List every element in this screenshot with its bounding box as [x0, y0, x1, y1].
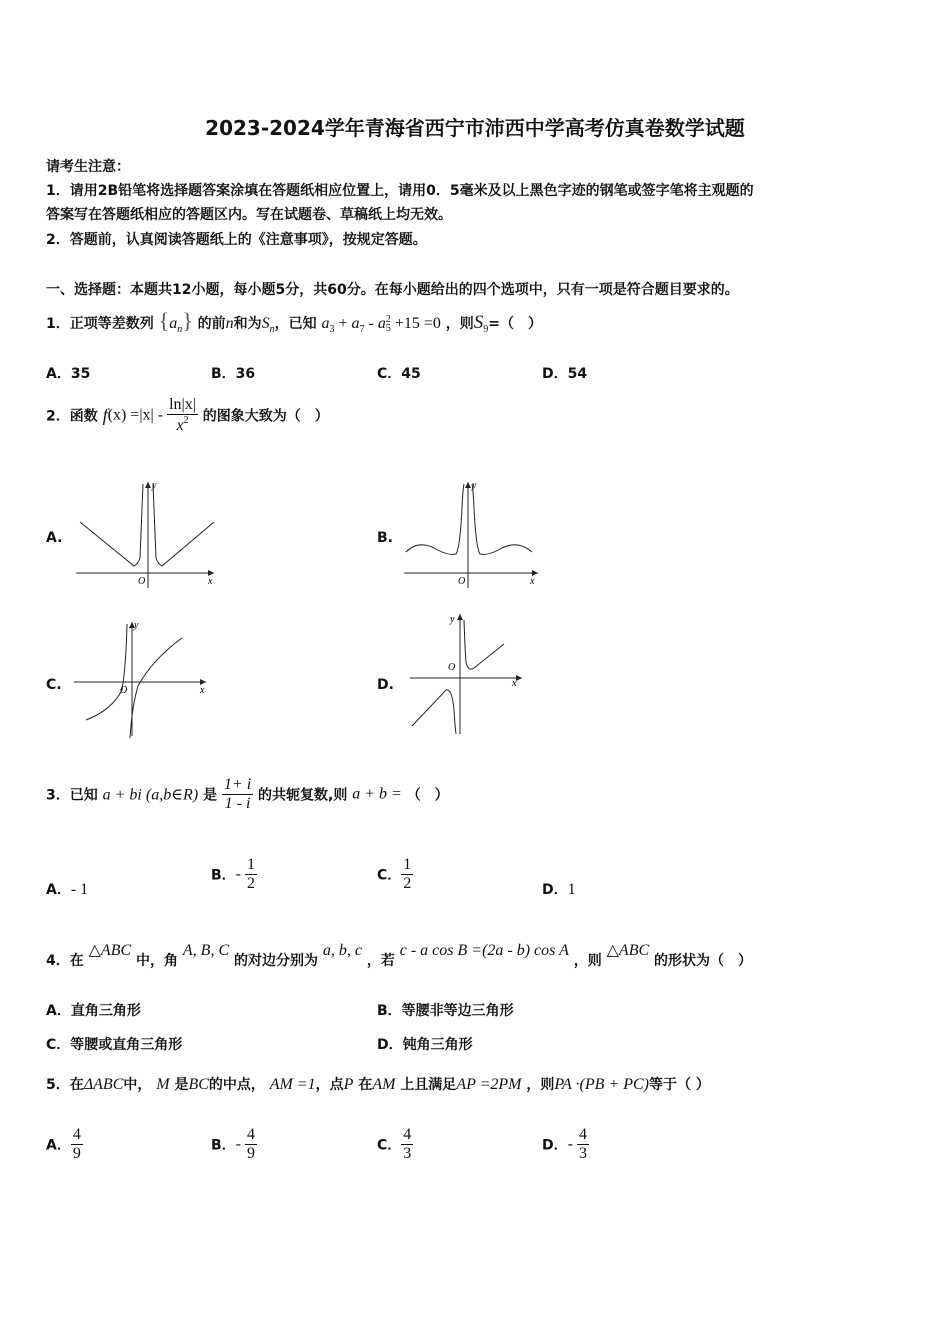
q1-text-1: 1．正项等差数列 — [46, 316, 154, 332]
q5-dot-product: PA ·(PB + PC) — [554, 1076, 649, 1093]
option-fraction — [71, 1126, 83, 1163]
axis-origin-label: O — [138, 576, 146, 587]
option-label: C． — [377, 366, 402, 382]
q1-text-2: 的前 — [197, 316, 226, 332]
axis-origin-label: O — [458, 576, 466, 587]
question-3 — [46, 776, 449, 813]
q1-eq-a5: a — [377, 315, 386, 332]
q1-option-b[interactable] — [211, 363, 255, 383]
q2-text-2: 的图象大致为（ ） — [202, 408, 329, 425]
q3-expr-2: a + b = — [352, 785, 402, 803]
q3-option-d[interactable] — [542, 870, 576, 910]
option-label: B． — [377, 1003, 402, 1019]
q2-fraction — [167, 396, 198, 435]
q1-eq-plus: + — [334, 315, 352, 332]
q3-text-1: 3．已知 — [46, 787, 98, 804]
page-title: 2023-2024学年青海省西宁市沛西中学高考仿真卷数学试题 — [205, 116, 745, 140]
axis-origin-label: O — [120, 685, 128, 696]
option-label: A． — [46, 366, 71, 382]
option-label: D． — [542, 1137, 568, 1154]
frac-den: 3 — [403, 1145, 412, 1162]
q3-option-c[interactable] — [377, 856, 413, 893]
frac-num: 4 — [72, 1126, 81, 1143]
q1-eq-a3: a — [321, 315, 330, 332]
option-label: D． — [542, 882, 568, 898]
q4-option-b[interactable] — [377, 1000, 514, 1020]
q4-text-6: 的形状为（ ） — [654, 953, 753, 969]
q1-eq-sub-7: 7 — [359, 324, 365, 335]
axis-x-label: x — [200, 685, 205, 696]
option-value: 等腰非等边三角形 — [401, 1003, 514, 1019]
q5-text-6: 在 — [358, 1077, 373, 1093]
q5-option-a[interactable] — [46, 1126, 83, 1163]
axis-y-label: y — [472, 480, 477, 491]
axis-y-label: y — [152, 480, 157, 491]
option-fraction — [577, 1126, 589, 1163]
q3-fraction — [222, 776, 253, 813]
q5-option-c[interactable] — [377, 1126, 413, 1163]
q1-seq: a — [169, 315, 178, 332]
axis-y-label: y — [134, 620, 139, 631]
q1-S9-sub: 9 — [483, 324, 489, 335]
option-sign: - — [235, 1135, 245, 1153]
q5-text-7: 上且满足 — [400, 1077, 457, 1093]
q3-option-a[interactable] — [46, 870, 88, 910]
option-value: 36 — [235, 366, 256, 382]
brace-close: } — [182, 308, 193, 333]
option-sign: - — [70, 881, 81, 898]
q4-sides: a, b, c — [322, 942, 362, 959]
q3-text-2: 是 — [203, 787, 218, 804]
q4-text-5: ，则 — [573, 953, 602, 969]
q5-M: M — [156, 1076, 170, 1093]
option-value: 35 — [70, 366, 91, 382]
q5-text-2: 中， — [123, 1077, 152, 1093]
notice-line-3: 2．答题前，认真阅读答题纸上的《注意事项》，按规定答题。 — [46, 232, 427, 248]
q1-seq-sub: n — [177, 324, 183, 335]
frac-den: 2 — [247, 875, 255, 892]
q2-f: f — [102, 405, 108, 425]
option-label: B． — [211, 366, 236, 382]
q3-frac-num: 1+ i — [223, 776, 252, 793]
frac-num: 4 — [578, 1126, 587, 1143]
question-1 — [46, 308, 542, 335]
option-sign: - — [567, 1135, 577, 1153]
q5-BC: BC — [188, 1076, 209, 1093]
q5-text-9: 等于（ ） — [648, 1077, 710, 1093]
q1-option-a[interactable] — [46, 363, 90, 383]
q1-eq-a7: a — [351, 315, 360, 332]
option-value: 直角三角形 — [70, 1003, 141, 1019]
option-fraction — [245, 856, 257, 893]
q1-eq-minus: - — [364, 315, 378, 332]
frac-den: 2 — [403, 875, 412, 892]
option-fraction — [401, 1126, 413, 1163]
option-value: 等腰或直角三角形 — [70, 1037, 183, 1053]
q2-graph-c[interactable] — [72, 616, 212, 740]
q4-text-3: 的对边分别为 — [234, 953, 318, 969]
brace-open: { — [158, 308, 170, 333]
q1-eq-sub-3: 3 — [329, 324, 335, 335]
q1-text-4: ，已知 — [274, 316, 317, 332]
q5-text-1: 5．在 — [46, 1077, 84, 1093]
q2-option-d[interactable]: D. — [377, 677, 394, 693]
q5-AP: AP =2PM — [456, 1076, 522, 1093]
q2-option-c[interactable]: C. — [46, 677, 62, 693]
q1-eq-tail: +15 =0 — [390, 315, 441, 332]
q3-option-b[interactable] — [211, 856, 257, 893]
q5-text-8: ，则 — [526, 1077, 555, 1093]
option-label: B． — [211, 1137, 236, 1154]
q1-option-c[interactable] — [377, 363, 421, 383]
question-2 — [46, 396, 329, 435]
q4-text-1: 4．在 — [46, 953, 84, 969]
q5-text-5: ，点 — [315, 1077, 344, 1093]
option-fraction — [401, 856, 413, 893]
q2-f-arg: (x) — [107, 406, 127, 424]
q4-option-c[interactable] — [46, 1034, 182, 1054]
frac-num: 1 — [403, 856, 412, 873]
axis-x-label: x — [530, 576, 535, 587]
q4-text-2: 中，角 — [136, 953, 179, 969]
option-label: D． — [377, 1037, 403, 1053]
option-sign: - — [235, 865, 245, 883]
q5-option-d[interactable] — [542, 1126, 589, 1163]
q1-n: n — [225, 315, 234, 332]
frac-den: 9 — [247, 1145, 255, 1162]
option-label: D． — [542, 366, 568, 382]
q1-S-sub: n — [269, 324, 275, 335]
option-label: A． — [46, 882, 71, 898]
option-value: 1 — [567, 881, 576, 898]
q5-text-4: 的中点， — [208, 1077, 265, 1093]
option-label: A． — [46, 1003, 71, 1019]
q1-text-3: 和为 — [233, 316, 262, 332]
q1-eq-sub-5: 5 — [385, 323, 391, 334]
option-label: B． — [211, 867, 236, 884]
q4-triangle: △ABC — [88, 942, 132, 959]
q4-condition: c - a cos B =(2a - b) cos A — [399, 942, 569, 959]
q5-text-3: 是 — [174, 1077, 189, 1093]
option-value: 54 — [567, 366, 588, 382]
option-fraction — [245, 1126, 257, 1163]
q4-triangle-2: △ABC — [606, 942, 650, 959]
q4-angles: A, B, C — [182, 942, 230, 959]
axis-y-label: y — [450, 614, 455, 625]
frac-num: 4 — [403, 1126, 412, 1143]
q1-S9: S — [473, 312, 484, 333]
q1-text-5: ，则 — [445, 316, 474, 332]
q2-graph-d[interactable] — [404, 610, 529, 738]
option-label: A． — [46, 1137, 71, 1154]
notice-heading: 请考生注意： — [46, 159, 130, 175]
q5-AM-2: AM — [372, 1076, 396, 1093]
q5-triangle: ΔABC — [83, 1076, 124, 1093]
q2-graph-a[interactable] — [72, 478, 222, 590]
notice-line-2: 答案写在答题纸相应的答题区内。写在试题卷、草稿纸上均无效。 — [46, 207, 452, 223]
axis-x-label: x — [208, 576, 213, 587]
q2-f-eq: =|x| - — [126, 406, 168, 424]
option-label: C． — [377, 1137, 402, 1154]
q2-frac-den: x — [176, 417, 184, 434]
q4-option-d[interactable] — [377, 1034, 473, 1054]
q3-text-3: 的共轭复数,则 — [258, 787, 348, 804]
q4-option-a[interactable] — [46, 1000, 141, 1020]
q2-frac-den-sup: 2 — [183, 415, 189, 426]
notice-line-1: 1．请用2B铅笔将选择题答案涂填在答题纸相应位置上，请用0．5毫米及以上黑色字迹的钢笔或签字笔将主观题的 — [46, 183, 754, 199]
q2-option-a[interactable]: A. — [46, 530, 63, 546]
q5-AM: AM =1 — [269, 1076, 316, 1093]
frac-num: 1 — [247, 856, 255, 873]
q2-option-b[interactable]: B. — [377, 530, 393, 546]
axis-x-label: x — [512, 678, 517, 689]
q3-frac-den: 1 - i — [224, 795, 251, 812]
q1-eq-sup: 2 — [385, 314, 391, 325]
q2-frac-num: ln|x| — [169, 396, 196, 413]
option-value: 45 — [401, 366, 421, 382]
option-label: C． — [46, 1037, 71, 1053]
q5-option-b[interactable] — [211, 1126, 257, 1163]
frac-num: 4 — [247, 1126, 255, 1143]
question-5 — [46, 1074, 710, 1094]
q1-text-6: =（ ） — [488, 316, 543, 332]
q2-graph-b[interactable] — [400, 478, 545, 590]
q4-text-4: ，若 — [366, 953, 395, 969]
frac-den: 9 — [72, 1145, 81, 1162]
option-value: 1 — [80, 881, 89, 898]
q2-text-1: 2．函数 — [46, 408, 98, 425]
axis-origin-label: O — [448, 662, 456, 673]
q5-P: P — [343, 1076, 354, 1093]
q3-expr: a + bi (a,b∈R) — [102, 786, 199, 804]
option-value: 钝角三角形 — [402, 1037, 473, 1053]
q3-text-4: （ ） — [406, 787, 449, 804]
q1-S: S — [261, 315, 270, 332]
section-heading: 一、选择题：本题共12小题，每小题5分，共60分。在每小题给出的四个选项中，只有一项是符合题目要求的。 — [46, 282, 739, 298]
question-4 — [46, 940, 752, 970]
q1-option-d[interactable] — [542, 363, 587, 383]
option-label: C． — [377, 867, 402, 884]
frac-den: 3 — [578, 1145, 587, 1162]
